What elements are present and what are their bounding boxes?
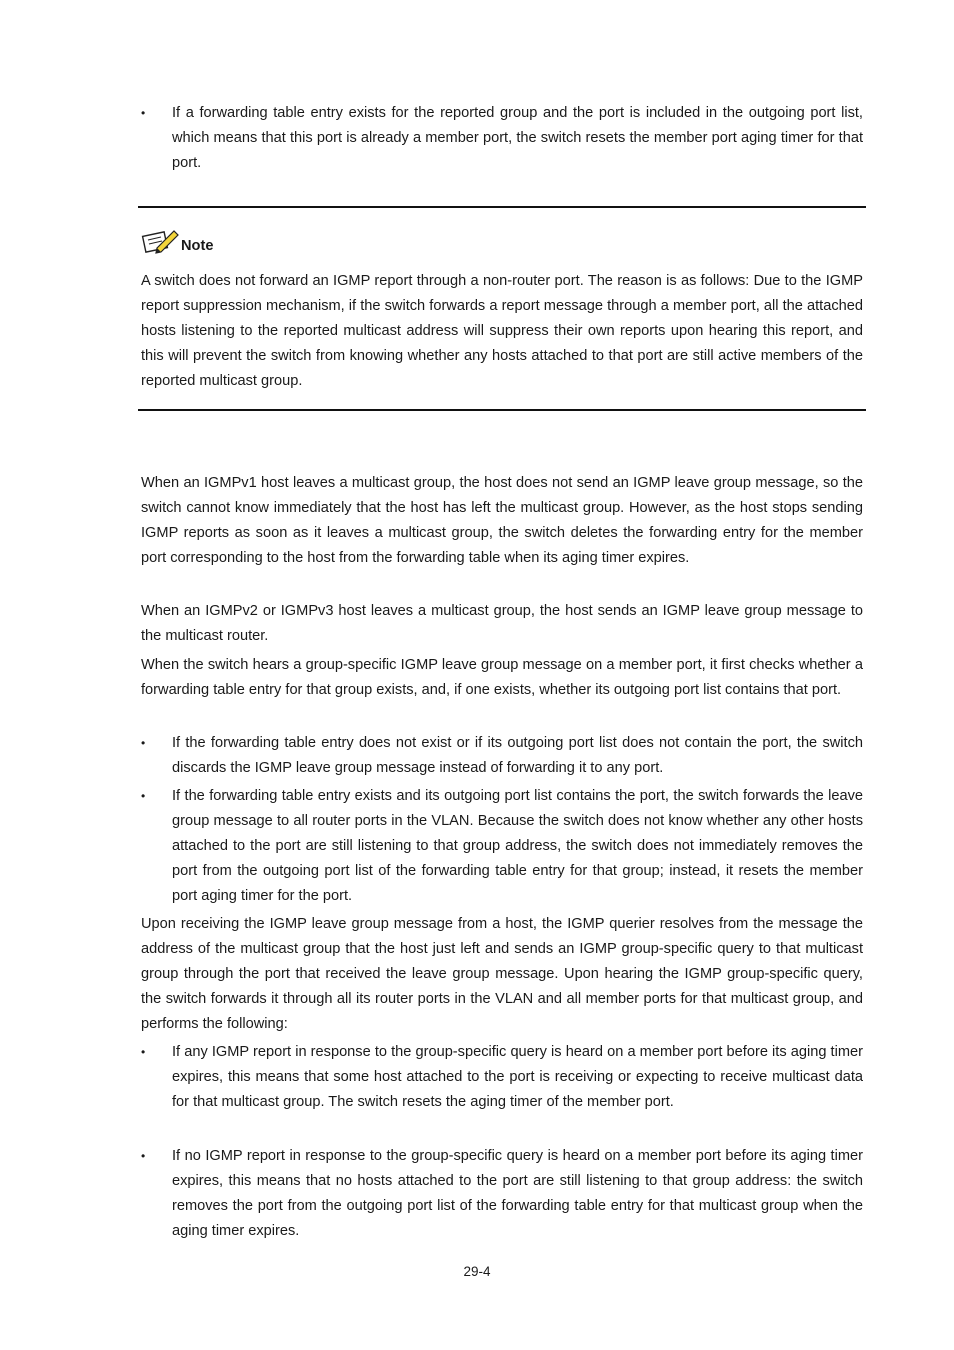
list-item-text: If any IGMP report in response to the group-specific query is heard on a member port before its aging timer expires, this means that some host attached to the port is receiving or expecting to receive multicast data for that multicast group. The switch resets the aging timer of the member port. <box>172 1044 863 1110</box>
bullet-dot: • <box>141 1045 146 1059</box>
note-pencil-icon <box>141 226 179 256</box>
bullet-dot: • <box>141 106 146 120</box>
list-item <box>141 101 863 176</box>
paragraph: When an IGMPv2 or IGMPv3 host leaves a multicast group, the host sends an IGMP leave group message to the multicast router. <box>141 603 863 644</box>
note-text: A switch does not forward an IGMP report through a non-router port. The reason is as follows: Due to the IGMP report suppression mechanism, if the switch forwards a report message through a member port, all the attached hosts listening to the reported multicast address will suppress their own reports upon hearing this report, and this will prevent the switch from knowing whether any hosts attached to that port are still active members of the reported multicast group. <box>141 273 863 389</box>
list-item-text: If no IGMP report in response to the group-specific query is heard on a member port before its aging timer expires, this means that no hosts attached to the port are still listening to that group address: the switch removes the port from the outgoing port list of the forwarding table entry for that multicast group when the aging timer expires. <box>172 1148 863 1239</box>
list-item <box>141 731 863 781</box>
paragraph: Upon receiving the IGMP leave group message from a host, the IGMP querier resolves from the message the address of the multicast group that the host just left and sends an IGMP group-specific query to that multicast group through the port that received the leave group message. Upon hearing the IGMP group-specific query, the switch forwards it through all its router ports in the VLAN and all member ports for that multicast group, and performs the following: <box>141 916 863 1032</box>
list-item-text: If the forwarding table entry exists and its outgoing port list contains the port, the switch forwards the leave group message to all router ports in the VLAN. Because the switch does not know whether any other hosts attached to the port are still listening to that group address, the switch does not immediately removes the port from the outgoing port list of the forwarding table entry for that group; instead, it resets the member port aging timer for the port. <box>172 788 863 904</box>
list-item-text: If a forwarding table entry exists for the reported group and the port is included in the outgoing port list, which means that this port is already a member port, the switch resets the member port aging timer for that port. <box>172 105 863 171</box>
bullet-dot: • <box>141 789 146 803</box>
note-top-rule <box>138 206 866 208</box>
list-item <box>141 1144 863 1244</box>
paragraph: When an IGMPv1 host leaves a multicast group, the host does not send an IGMP leave group message, so the switch cannot know immediately that the host has left the multicast group. However, as the host stops sending IGMP reports as soon as it leaves a multicast group, the switch deletes the forwarding entry for the member port corresponding to the host from the forwarding table when its aging timer expires. <box>141 475 863 566</box>
page-number: 29-4 <box>463 1264 491 1279</box>
paragraph: When the switch hears a group-specific IGMP leave group message on a member port, it first checks whether a forwarding table entry for that group exists, and, if one exists, whether its outgoing port list contains that port. <box>141 657 863 698</box>
list-item <box>141 1040 863 1115</box>
note-bottom-rule <box>138 409 866 411</box>
list-item-text: If the forwarding table entry does not exist or if its outgoing port list does not contain the port, the switch discards the IGMP leave group message instead of forwarding it to any port. <box>172 735 863 776</box>
bullet-dot: • <box>141 1149 146 1163</box>
note-label: Note <box>181 238 214 254</box>
list-item <box>141 784 863 909</box>
bullet-dot: • <box>141 736 146 750</box>
